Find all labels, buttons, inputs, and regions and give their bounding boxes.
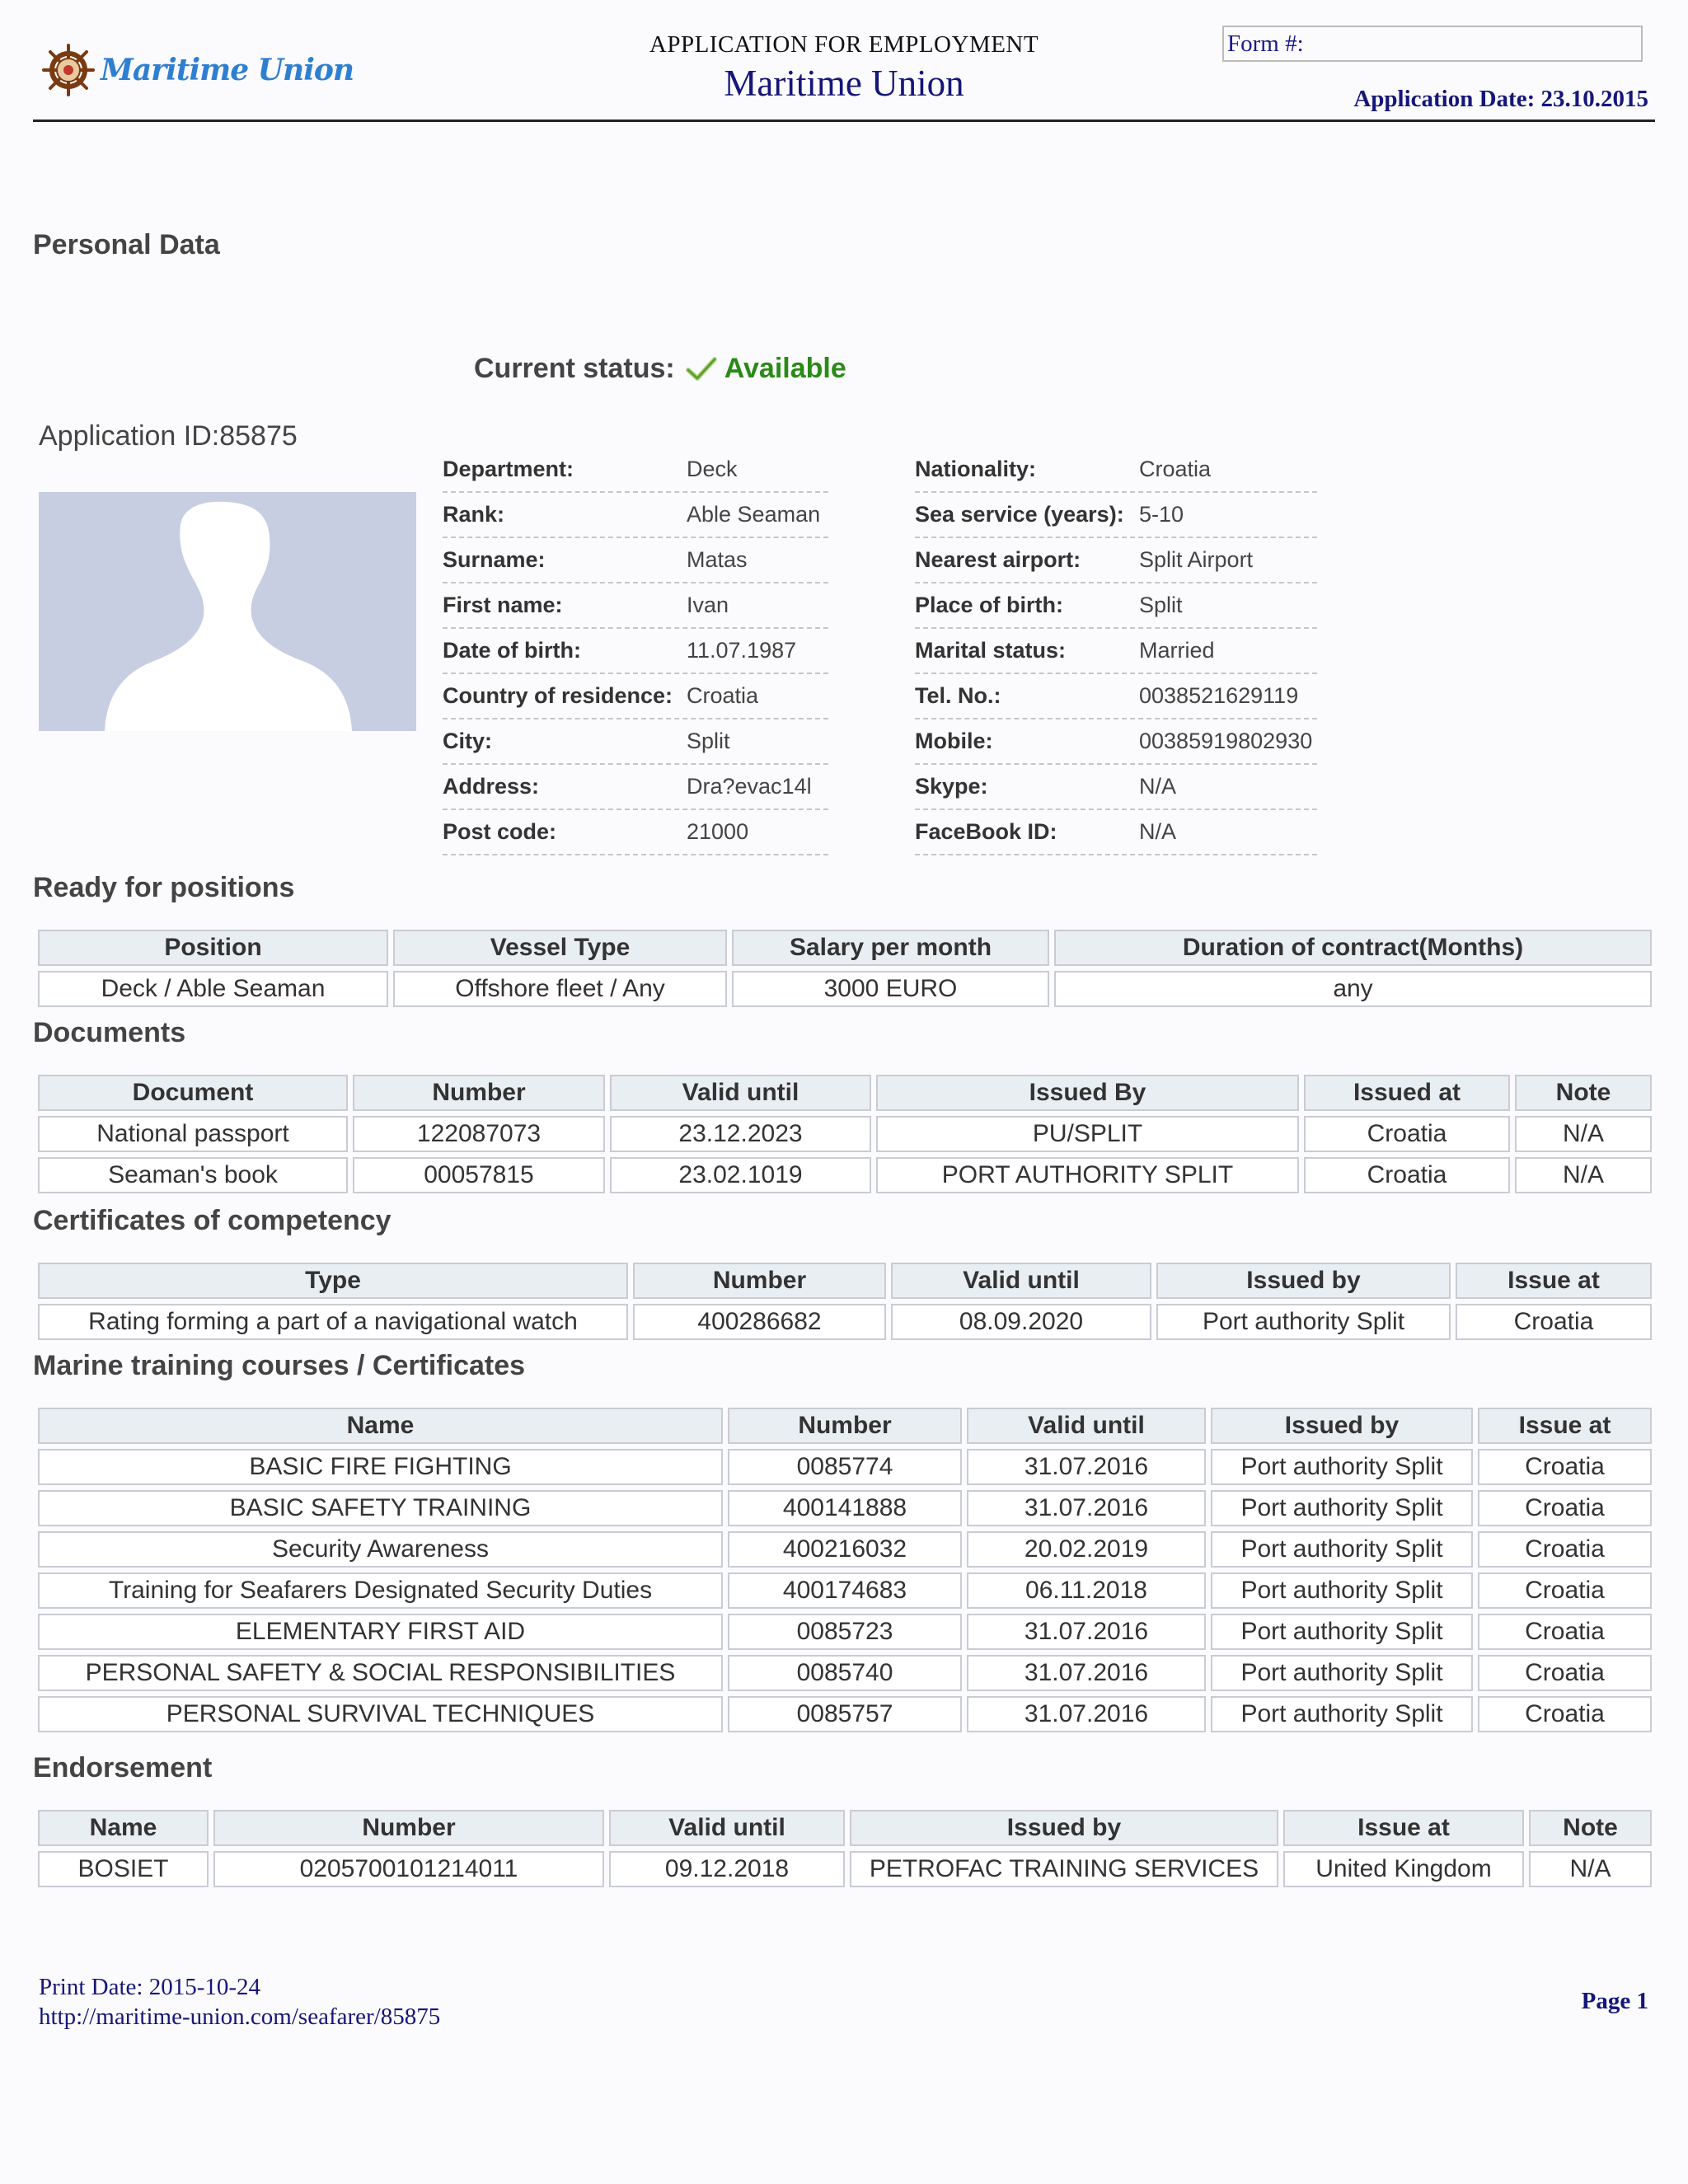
table-cell: 400141888 <box>728 1490 962 1526</box>
column-header: Issued by <box>1211 1408 1473 1444</box>
table-cell: N/A <box>1515 1116 1652 1152</box>
table-cell: ELEMENTARY FIRST AID <box>38 1614 723 1650</box>
table-cell: 31.07.2016 <box>967 1449 1206 1485</box>
column-header: Note <box>1515 1075 1652 1111</box>
column-header: Salary per month <box>732 930 1049 966</box>
table-row <box>38 1696 1652 1732</box>
field-value: Split <box>687 729 730 753</box>
field-label: Skype: <box>915 774 988 799</box>
field-value: Dra?evac14l <box>687 774 812 799</box>
table-cell: PERSONAL SURVIVAL TECHNIQUES <box>38 1696 723 1732</box>
table-cell: 23.02.1019 <box>610 1157 871 1193</box>
field-surname <box>443 538 828 583</box>
column-header: Valid until <box>610 1075 871 1111</box>
documents-table <box>33 1070 1657 1198</box>
table-cell: National passport <box>38 1116 348 1152</box>
column-header: Issued at <box>1304 1075 1510 1111</box>
table-cell: Port authority Split <box>1211 1490 1473 1526</box>
table-cell: 09.12.2018 <box>609 1851 845 1887</box>
status-value: Available <box>724 353 846 384</box>
field-label: Place of birth: <box>915 593 1064 617</box>
table-cell: PETROFAC TRAINING SERVICES <box>850 1851 1278 1887</box>
form-number-field: Form #: <box>1222 26 1643 62</box>
field-label: Rank: <box>443 502 505 527</box>
column-header: Issue at <box>1283 1810 1524 1846</box>
field-label: First name: <box>443 593 563 617</box>
table-row <box>38 1655 1652 1691</box>
table-row <box>38 1490 1652 1526</box>
column-header: Valid until <box>891 1263 1151 1299</box>
column-header: Vessel Type <box>393 930 727 966</box>
field-label: Address: <box>443 774 540 799</box>
training-table <box>33 1403 1657 1737</box>
table-cell: Croatia <box>1478 1572 1652 1609</box>
column-header: Issued By <box>876 1075 1299 1111</box>
footer-url[interactable]: http://maritime-union.com/seafarer/85875 <box>39 2004 441 2030</box>
section-title-competency: Certificates of competency <box>33 1205 392 1236</box>
table-cell: 400286682 <box>633 1304 886 1340</box>
table-cell: Croatia <box>1478 1696 1652 1732</box>
section-title-documents: Documents <box>33 1017 186 1048</box>
table-row <box>38 1572 1652 1609</box>
field-nationality <box>915 448 1317 493</box>
status-label: Current status: <box>474 353 675 384</box>
print-date: Print Date: 2015-10-24 <box>39 1974 261 2000</box>
field-value: Split Airport <box>1139 547 1254 572</box>
table-cell: Port authority Split <box>1211 1572 1473 1609</box>
table-cell: Croatia <box>1456 1304 1652 1340</box>
field-value: Ivan <box>687 593 729 617</box>
field-label: Nearest airport: <box>915 547 1081 572</box>
table-cell: Port authority Split <box>1211 1449 1473 1485</box>
table-row <box>38 1116 1652 1152</box>
field-value: Married <box>1139 638 1215 663</box>
field-label: Date of birth: <box>443 638 581 663</box>
table-cell: 08.09.2020 <box>891 1304 1151 1340</box>
column-header: Number <box>213 1810 604 1846</box>
field-value: N/A <box>1139 819 1177 844</box>
table-cell: 06.11.2018 <box>967 1572 1206 1609</box>
section-title-endorsement: Endorsement <box>33 1752 213 1783</box>
column-header: Number <box>633 1263 886 1299</box>
field-label: Marital status: <box>915 638 1067 663</box>
field-department <box>443 448 828 493</box>
table-cell: 0085757 <box>728 1696 962 1732</box>
field-address <box>443 765 828 810</box>
table-cell: PU/SPLIT <box>876 1116 1299 1152</box>
table-cell: PORT AUTHORITY SPLIT <box>876 1157 1299 1193</box>
table-cell: Security Awareness <box>38 1531 723 1568</box>
table-cell: 31.07.2016 <box>967 1696 1206 1732</box>
field-label: Country of residence: <box>443 683 673 708</box>
field-value: 00385919802930 <box>1139 729 1313 753</box>
table-cell: Croatia <box>1304 1157 1510 1193</box>
section-title-training: Marine training courses / Certificates <box>33 1350 526 1381</box>
field-value: 11.07.1987 <box>687 638 797 663</box>
avatar-placeholder-icon <box>39 492 416 731</box>
table-cell: 23.12.2023 <box>610 1116 871 1152</box>
positions-table <box>33 925 1657 1012</box>
section-title-positions: Ready for positions <box>33 872 295 903</box>
column-header: Duration of contract(Months) <box>1054 930 1652 966</box>
field-post-code <box>443 810 828 855</box>
field-value: 0038521629119 <box>1139 683 1299 708</box>
column-header: Name <box>38 1810 209 1846</box>
table-row <box>38 1449 1652 1485</box>
column-header: Position <box>38 930 388 966</box>
field-label: Sea service (years): <box>915 502 1124 527</box>
table-header-row <box>38 1810 1652 1846</box>
field-label: Surname: <box>443 547 546 572</box>
table-row <box>38 1304 1652 1340</box>
logo-text: Maritime Union <box>101 53 354 87</box>
table-header-row <box>38 930 1652 966</box>
current-status <box>474 353 846 385</box>
table-cell: Port authority Split <box>1211 1696 1473 1732</box>
table-cell: N/A <box>1529 1851 1652 1887</box>
table-cell: 400216032 <box>728 1531 962 1568</box>
table-cell: 31.07.2016 <box>967 1655 1206 1691</box>
table-cell: Croatia <box>1304 1116 1510 1152</box>
table-cell: Croatia <box>1478 1531 1652 1568</box>
title-big: Maritime Union <box>724 63 964 104</box>
table-cell: 0085774 <box>728 1449 962 1485</box>
header-divider <box>33 120 1655 122</box>
field-city <box>443 719 828 765</box>
application-date: Application Date: 23.10.2015 <box>1353 86 1648 112</box>
table-cell: Training for Seafarers Designated Security Duties <box>38 1572 723 1609</box>
table-header-row <box>38 1408 1652 1444</box>
table-cell: 31.07.2016 <box>967 1614 1206 1650</box>
column-header: Valid until <box>967 1408 1206 1444</box>
field-value: Croatia <box>687 683 759 708</box>
column-header: Number <box>353 1075 605 1111</box>
table-cell: 00057815 <box>353 1157 605 1193</box>
table-header-row <box>38 1263 1652 1299</box>
table-cell: United Kingdom <box>1283 1851 1524 1887</box>
field-label: Post code: <box>443 819 557 844</box>
table-header-row <box>38 1075 1652 1111</box>
table-cell: 31.07.2016 <box>967 1490 1206 1526</box>
field-first-name <box>443 583 828 629</box>
table-cell: 3000 EURO <box>732 971 1049 1007</box>
field-value: 5-10 <box>1139 502 1184 527</box>
table-cell: 122087073 <box>353 1116 605 1152</box>
profile-photo <box>39 492 416 731</box>
field-value: N/A <box>1139 774 1177 799</box>
application-id: Application ID:85875 <box>39 420 298 452</box>
table-cell: 20.02.2019 <box>967 1531 1206 1568</box>
field-place-of-birth <box>915 583 1317 629</box>
table-cell: Croatia <box>1478 1614 1652 1650</box>
column-header: Issued by <box>1156 1263 1451 1299</box>
field-label: Mobile: <box>915 729 993 753</box>
field-label: Nationality: <box>915 457 1037 481</box>
page-number: Page 1 <box>1581 1988 1648 2014</box>
field-nearest-airport <box>915 538 1317 583</box>
field-value: Split <box>1139 593 1183 617</box>
field-label: FaceBook ID: <box>915 819 1057 844</box>
table-cell: BASIC SAFETY TRAINING <box>38 1490 723 1526</box>
field-facebook-id <box>915 810 1317 855</box>
table-cell: Port authority Split <box>1211 1614 1473 1650</box>
table-cell: Port authority Split <box>1211 1531 1473 1568</box>
table-cell: BOSIET <box>38 1851 209 1887</box>
field-value: Matas <box>687 547 748 572</box>
column-header: Issue at <box>1478 1408 1652 1444</box>
field-marital-status <box>915 629 1317 674</box>
column-header: Valid until <box>609 1810 845 1846</box>
table-cell: Croatia <box>1478 1655 1652 1691</box>
endorsement-table <box>33 1805 1657 1892</box>
table-cell: Croatia <box>1478 1449 1652 1485</box>
table-cell: Croatia <box>1478 1490 1652 1526</box>
field-country-of-residence <box>443 674 828 719</box>
column-header: Type <box>38 1263 628 1299</box>
field-label: City: <box>443 729 492 753</box>
table-cell: any <box>1054 971 1652 1007</box>
table-row <box>38 1614 1652 1650</box>
field-skype <box>915 765 1317 810</box>
field-value: 21000 <box>687 819 749 844</box>
field-label: Department: <box>443 457 574 481</box>
field-sea-service <box>915 493 1317 538</box>
table-cell: Deck / Able Seaman <box>38 971 388 1007</box>
table-cell: Offshore fleet / Any <box>393 971 727 1007</box>
table-cell: Seaman's book <box>38 1157 348 1193</box>
field-rank <box>443 493 828 538</box>
footer <box>39 1972 440 2032</box>
table-cell: 0085740 <box>728 1655 962 1691</box>
competency-table <box>33 1258 1657 1345</box>
field-label: Tel. No.: <box>915 683 1001 708</box>
table-cell: N/A <box>1515 1157 1652 1193</box>
table-cell: 0205700101214011 <box>213 1851 604 1887</box>
table-cell: Rating forming a part of a navigational watch <box>38 1304 628 1340</box>
field-tel-no <box>915 674 1317 719</box>
field-value: Croatia <box>1139 457 1212 481</box>
field-value: Deck <box>687 457 738 481</box>
column-header: Number <box>728 1408 962 1444</box>
table-row <box>38 1157 1652 1193</box>
table-cell: BASIC FIRE FIGHTING <box>38 1449 723 1485</box>
table-cell: Port authority Split <box>1156 1304 1451 1340</box>
section-title-personal-data: Personal Data <box>33 229 220 260</box>
table-cell: Port authority Split <box>1211 1655 1473 1691</box>
table-cell: 400174683 <box>728 1572 962 1609</box>
table-row <box>38 971 1652 1007</box>
checkmark-icon <box>685 355 718 383</box>
title-small: APPLICATION FOR EMPLOYMENT <box>649 31 1039 58</box>
table-row <box>38 1531 1652 1568</box>
field-mobile <box>915 719 1317 765</box>
column-header: Document <box>38 1075 348 1111</box>
column-header: Issue at <box>1456 1263 1652 1299</box>
field-value: Able Seaman <box>687 502 821 527</box>
table-cell: 0085723 <box>728 1614 962 1650</box>
column-header: Name <box>38 1408 723 1444</box>
table-cell: PERSONAL SAFETY & SOCIAL RESPONSIBILITIES <box>38 1655 723 1691</box>
column-header: Issued by <box>850 1810 1278 1846</box>
column-header: Note <box>1529 1810 1652 1846</box>
table-row <box>38 1851 1652 1887</box>
field-date-of-birth <box>443 629 828 674</box>
